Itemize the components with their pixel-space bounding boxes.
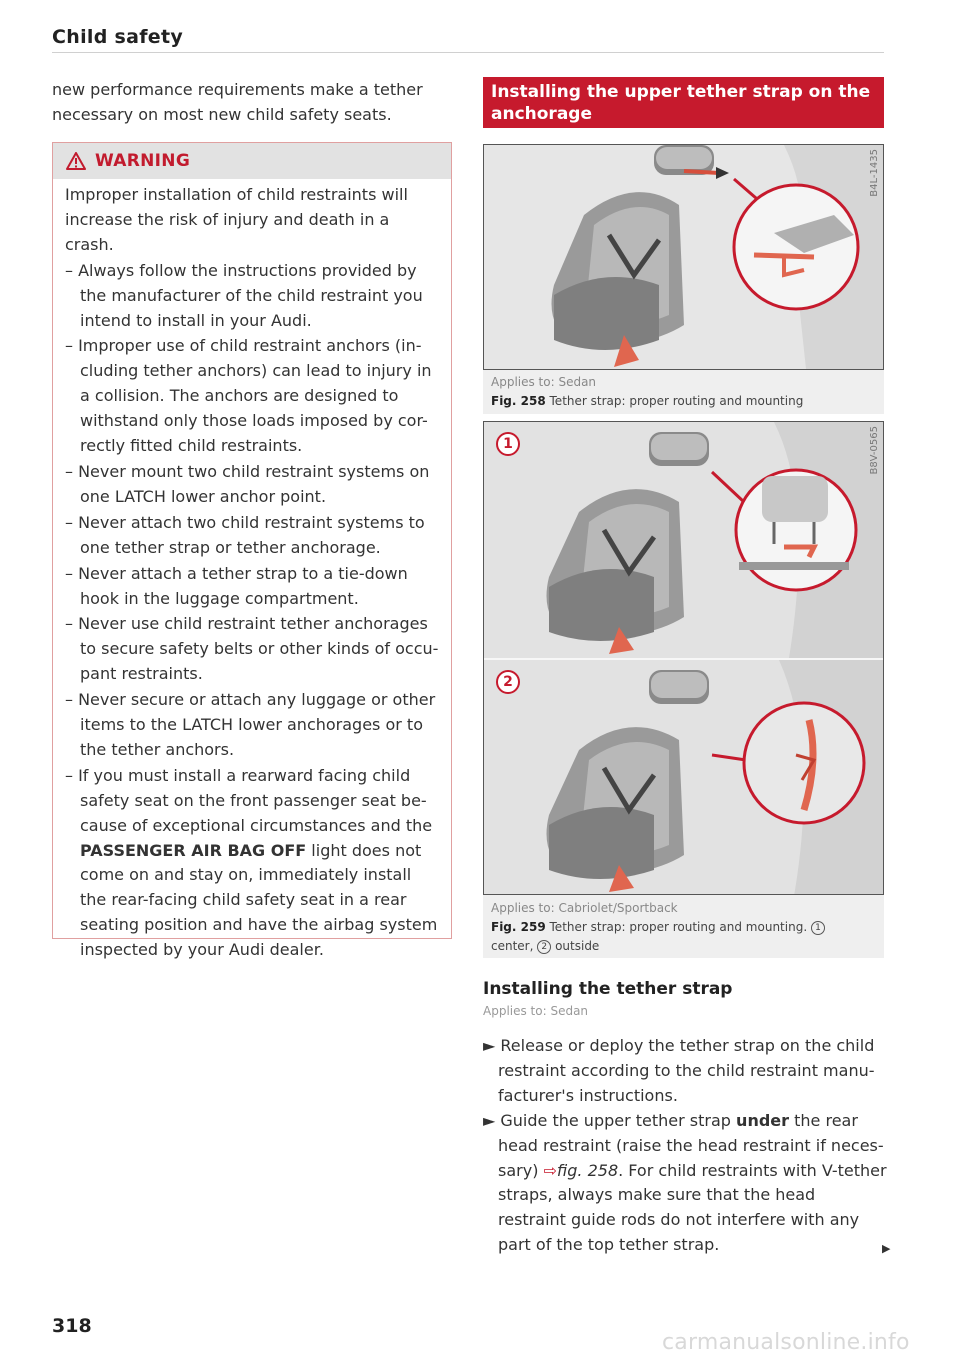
header-divider — [52, 52, 884, 53]
install-step-2-text-c: . For child restraints with V-tether straps, always make sure that the head restraint guide rods do not interfere with any part of the top tether strap. — [498, 1160, 887, 1255]
warning-item-airbag-text-a: – If you must install a rearward facing child safety seat on the front passenger seat be-cause of exceptional circumstances and the — [65, 765, 433, 835]
circle-1-icon: 1 — [811, 921, 825, 935]
under-emphasis: under — [736, 1110, 790, 1130]
figure-259-code: B8V-0565 — [869, 426, 880, 475]
child-seat-center-illustration — [484, 422, 883, 658]
figure-259-applies: Applies to: Cabriolet/Sportback — [491, 901, 678, 915]
intro-paragraph: new performance requirements make a tether necessary on most new child safety seats. — [52, 80, 423, 124]
warning-item: – Never mount two child restraint systems on one LATCH lower anchor point. — [65, 461, 430, 506]
install-applies: Applies to: Sedan — [483, 1004, 589, 1018]
warning-item-airbag — [65, 764, 441, 963]
warning-title: WARNING — [95, 151, 191, 171]
child-seat-outside-illustration — [484, 660, 883, 895]
figure-259-image — [483, 421, 884, 895]
warning-item: – Never use child restraint tether anchorages to secure safety belts or other kinds of occu-pant restraints. — [65, 614, 439, 684]
figure-258-applies: Applies to: Sedan — [491, 375, 597, 389]
install-step-1: ► Release or deploy the tether strap on the child restraint according to the child restraint manu-facturer's instructions. — [483, 1036, 875, 1105]
section-title: Installing the upper tether strap on the anchorage — [483, 77, 884, 128]
marker-2-label: 2 — [503, 674, 513, 690]
marker-1-icon — [496, 432, 520, 456]
passenger-airbag-off-label: PASSENGER AIR BAG OFF — [80, 840, 307, 860]
warning-item: – Never secure or attach any luggage or other items to the LATCH lower anchorages or to the tether anchors. — [65, 690, 436, 759]
figure-259-caption-text: Tether strap: proper routing and mounting. — [549, 920, 808, 934]
continue-arrow-icon: ▶ — [882, 1242, 891, 1255]
warning-lead: Improper installation of child restraints will increase the risk of injury and death in a crash. — [65, 185, 408, 254]
install-step-2 — [483, 1109, 891, 1258]
figure-258 — [483, 144, 884, 414]
warning-item: – Never attach two child restraint systems to one tether strap or tether anchorage. — [65, 512, 425, 557]
figure-258-caption — [491, 392, 803, 411]
marker-1-label: 1 — [503, 436, 513, 452]
page-number: 318 — [52, 1315, 92, 1337]
reference-arrow-icon: ⇨ — [543, 1160, 557, 1180]
warning-item: – Always follow the instructions provided by the manufacturer of the child restraint you intend to install in your Audi. — [65, 260, 423, 330]
warning-item: – Never attach a tether strap to a tie-down hook in the luggage compartment. — [65, 563, 408, 608]
figure-259-label: Fig. 259 — [491, 920, 546, 934]
figure-258-label: Fig. 258 — [491, 394, 546, 408]
install-step-2-text-a: ► Guide the upper tether strap — [483, 1110, 737, 1130]
fig-258-link[interactable]: fig. 258 — [556, 1160, 619, 1180]
warning-item: – Improper use of child restraint anchors (in-cluding tether anchors) can lead to injury in a collision. The anchors are designed to withstand only those loads imposed by cor-rectly fitted child restraints. — [65, 336, 432, 456]
install-step-2-text-b: the rear head restraint (raise the head restraint if neces-sary) — [498, 1110, 884, 1180]
figure-258-caption-text: Tether strap: proper routing and mounting — [549, 394, 804, 408]
warning-box — [52, 142, 452, 960]
figure-259-caption — [491, 918, 871, 956]
figure-259-caption-outside: outside — [555, 939, 600, 953]
watermark: carmanualsonline.info — [662, 1330, 910, 1355]
install-steps — [483, 1034, 891, 1258]
figure-259-caption-center: center, — [491, 939, 534, 953]
warning-triangle-icon — [66, 152, 86, 170]
marker-2-icon — [496, 670, 520, 694]
warning-header — [53, 143, 451, 179]
warning-item-airbag-text-b: light does not come on and stay on, immediately install the rear-facing child safety seat in a rear seating position and have the airbag system inspected by your Audi dealer. — [80, 840, 438, 960]
install-heading: Installing the tether strap — [483, 979, 733, 999]
child-seat-illustration — [484, 145, 883, 369]
figure-258-code: B4L-1435 — [869, 149, 880, 197]
circle-2-icon: 2 — [537, 940, 551, 954]
figure-258-image — [483, 144, 884, 370]
figure-259 — [483, 421, 884, 958]
page-header-title: Child safety — [52, 26, 184, 48]
